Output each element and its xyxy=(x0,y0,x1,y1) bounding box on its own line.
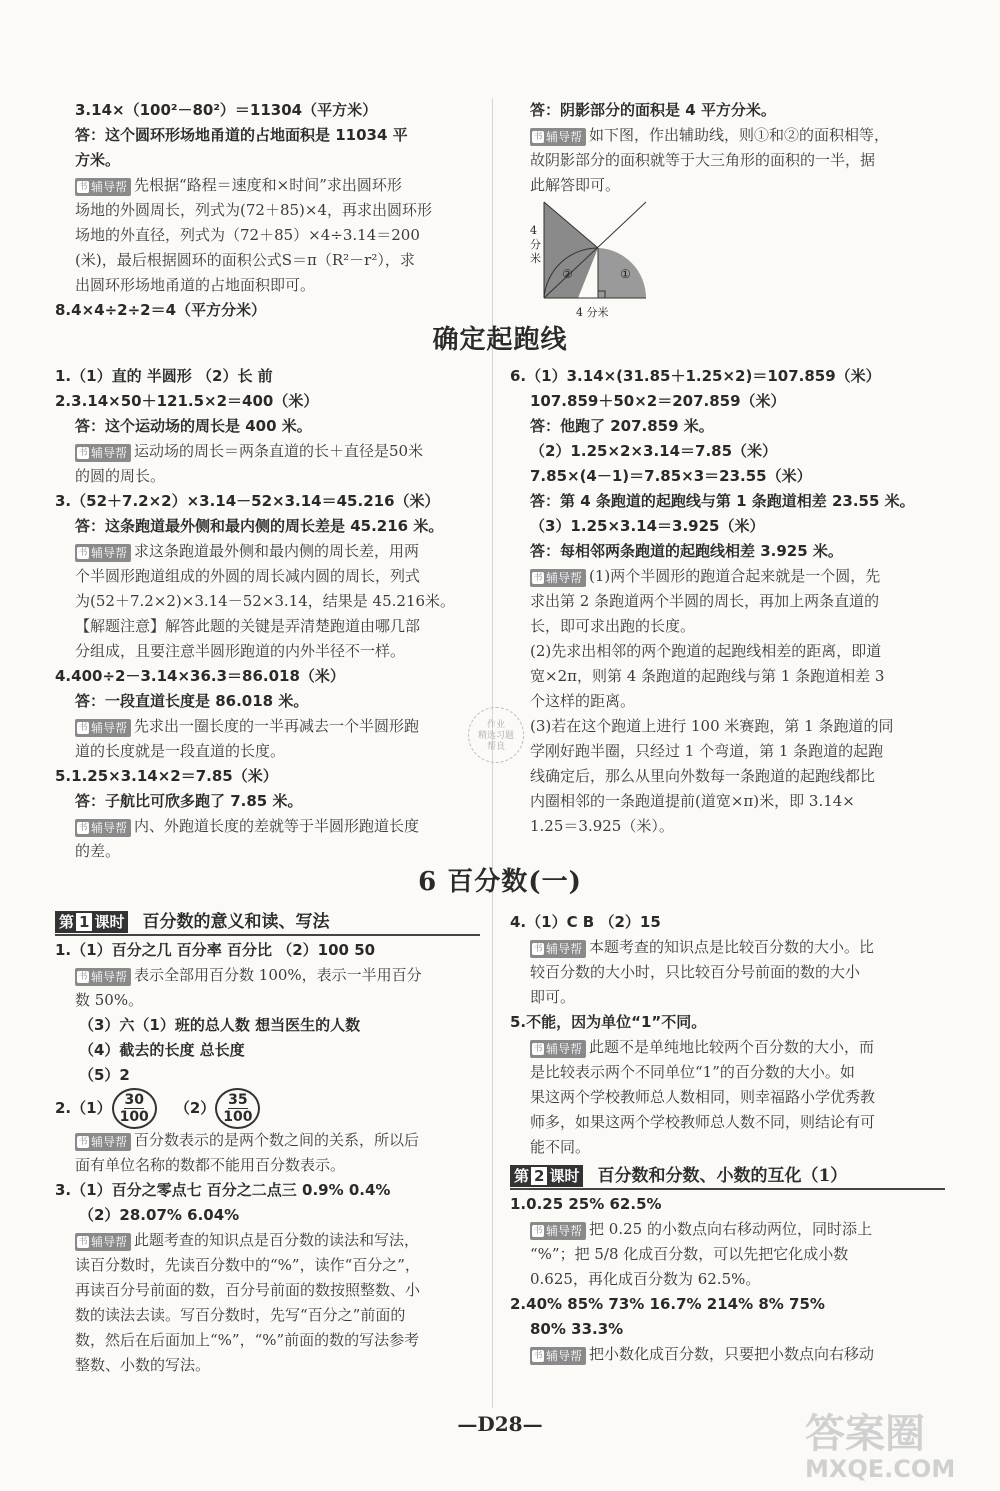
hint-line: 书 辅导帮 表示全部用百分数 100%，表示一半用百分 xyxy=(55,963,480,988)
hint-line: 书 辅导帮 如下图，作出辅助线，则①和②的面积相等， xyxy=(510,123,945,148)
answer-line: 80% 33.3% xyxy=(530,1320,624,1338)
answer-line: （5）2 xyxy=(79,1066,130,1084)
shaded-region xyxy=(544,202,598,298)
text-line: 数 50%。 xyxy=(75,991,144,1009)
answer-line: 2.3.14×50＋121.5×2＝400（米） xyxy=(55,392,319,410)
region-1-label: ① xyxy=(620,267,631,281)
book-icon: 书 xyxy=(533,573,543,583)
answer-line: 答：阴影部分的面积是 4 平方分米。 xyxy=(530,101,776,119)
fraction-30-100: $\frac{30}{100}$ xyxy=(112,1088,157,1129)
hint-line: 书 辅导帮 把 0.25 的小数点向右移动两位，同时添上 xyxy=(510,1217,945,1242)
section1-right-column xyxy=(510,364,945,839)
text-line: 道的长度就是一段直道的长度。 xyxy=(75,742,286,760)
text-line: 此解答即可。 xyxy=(530,176,621,194)
tutor-help-tag: 书 辅导帮 xyxy=(75,544,131,562)
text-line: 是比较表示两个不同单位“1”的百分数的大小。如 xyxy=(530,1063,855,1081)
text-line: 的差。 xyxy=(75,842,121,860)
lesson-1-title: 百分数的意义和读、写法 xyxy=(142,911,330,932)
book-icon: 书 xyxy=(533,1351,543,1361)
answer-line: 答：第 4 条跑道的起跑线与第 1 条跑道相差 23.55 米。 xyxy=(530,492,915,510)
answer-line: （4）截去的长度 总长度 xyxy=(79,1041,245,1059)
watermark-logo: 答案圈 MXQE.COM xyxy=(805,1411,956,1483)
text-line: 场地的外圆周长，列式为(72＋85)×4，再求出圆环形 xyxy=(75,201,432,219)
hint-line: 书 辅导帮 百分数表示的是两个数之间的关系，所以后 xyxy=(55,1128,480,1153)
lesson-1-badge: 第 1 课时 xyxy=(55,911,128,933)
text-line: 能不同。 xyxy=(530,1138,591,1156)
answer-line: （2）1.25×2×3.14＝7.85（米） xyxy=(530,442,778,460)
section2-left-column xyxy=(55,910,480,1378)
section-title-percent: 6 百分数(一) xyxy=(418,867,582,897)
text-line: 长，即可求出跑的长度。 xyxy=(530,617,696,635)
hint-line: 书 辅导帮 先求出一圈长度的一半再减去一个半圆形跑 xyxy=(55,714,480,739)
answer-line: 3.（1）百分之零点七 百分之二点三 0.9% 0.4% xyxy=(55,1181,391,1199)
text-line: 个这样的距离。 xyxy=(530,692,636,710)
text-line: 宽×2π，则第 4 条跑道的起跑线与第 1 条跑道相差 3 xyxy=(530,667,885,685)
question-2-fractions: 2.（1） $\frac{30}{100}$ （2） $\frac{35}{100}$ xyxy=(55,1088,480,1128)
text-line: 再读百分号前面的数，百分号前面的数按照整数、小 xyxy=(75,1281,421,1299)
text-line: 为(52＋7.2×2)×3.14－52×3.14，结果是 45.216米。 xyxy=(75,592,456,610)
tutor-help-tag: 书 辅导帮 xyxy=(75,178,131,196)
text-line: (2)先求出相邻的两个跑道的起跑线相差的距离，即道 xyxy=(530,642,882,660)
tutor-help-tag: 书 辅导帮 xyxy=(75,819,131,837)
answer-line: 答：每相邻两条跑道的起跑线相差 3.925 米。 xyxy=(530,542,843,560)
tutor-help-tag: 书 辅导帮 xyxy=(530,940,586,958)
answer-line: 1.0.25 25% 62.5% xyxy=(510,1195,662,1213)
answer-line: 2.40% 85% 73% 16.7% 214% 8% 75% xyxy=(510,1295,825,1313)
answer-line: 4.（1）C B （2）15 xyxy=(510,913,661,931)
answer-line: 3.（52＋7.2×2）×3.14－52×3.14＝45.216（米） xyxy=(55,492,440,510)
tutor-help-tag: 书 辅导帮 xyxy=(530,569,586,587)
book-icon: 书 xyxy=(78,723,88,733)
text-line: 数的读法去读。写百分数时，先写“百分之”前面的 xyxy=(75,1306,406,1324)
text-line: 即可。 xyxy=(530,988,576,1006)
book-icon: 书 xyxy=(78,972,88,982)
text-line: “%”；把 5/8 化成百分数，可以先把它化成小数 xyxy=(530,1245,849,1263)
fraction-35-100: $\frac{35}{100}$ xyxy=(215,1088,260,1129)
text-line: 0.625，再化成百分数为 62.5%。 xyxy=(530,1270,761,1288)
hint-line: 书 辅导帮 把小数化成百分数，只要把小数点向右移动 xyxy=(510,1342,945,1367)
text-line: 整数、小数的写法。 xyxy=(75,1356,211,1374)
book-icon: 书 xyxy=(78,823,88,833)
section1-left-column xyxy=(55,364,480,864)
tutor-help-tag: 书 辅导帮 xyxy=(530,1040,586,1058)
hint-line: 书 辅导帮 先根据“路程＝速度和×时间”求出圆环形 xyxy=(55,173,480,198)
text-line: 学刚好跑半圈，只经过 1 个弯道，第 1 条跑道的起跑 xyxy=(530,742,884,760)
region-2-label: ② xyxy=(562,267,573,281)
book-icon: 书 xyxy=(78,1237,88,1247)
answer-line: （2）28.07% 6.04% xyxy=(79,1206,240,1224)
book-icon: 书 xyxy=(533,1044,543,1054)
answer-line: 6.（1）3.14×(31.85＋1.25×2)＝107.859（米） xyxy=(510,367,881,385)
book-icon: 书 xyxy=(78,548,88,558)
answer-line: 答：这条跑道最外侧和最内侧的周长差是 45.216 米。 xyxy=(75,517,444,535)
book-icon: 书 xyxy=(78,1137,88,1147)
hint-line: 书 辅导帮 运动场的周长＝两条直道的长＋直径是50米 xyxy=(55,439,480,464)
section2-right-column xyxy=(510,910,945,1367)
bottom-length-label: 4 分米 xyxy=(576,306,609,319)
section-title-start-line: 确定起跑线 xyxy=(432,325,568,355)
tutor-help-tag: 书 辅导帮 xyxy=(75,1133,131,1151)
answer-line: 答：他跑了 207.859 米。 xyxy=(530,417,714,435)
tutor-help-tag: 书 辅导帮 xyxy=(75,719,131,737)
book-icon: 书 xyxy=(533,132,543,142)
text-line: (米)，最后根据圆环的面积公式S＝π（R²－r²），求 xyxy=(75,251,415,269)
side-label-3: 米 xyxy=(530,252,541,265)
text-line: 线确定后，那么从里向外数每一条跑道的起跑线都比 xyxy=(530,767,876,785)
text-line: 的圆的周长。 xyxy=(75,467,166,485)
tutor-help-tag: 书 辅导帮 xyxy=(530,1222,586,1240)
book-icon: 书 xyxy=(533,944,543,954)
text-line: 较百分数的大小时，只比较百分号前面的数的大小 xyxy=(530,963,861,981)
answer-line: 方米。 xyxy=(75,151,121,169)
tutor-help-tag: 书 辅导帮 xyxy=(75,1233,131,1251)
tutor-help-tag: 书 辅导帮 xyxy=(530,1347,586,1365)
lesson-2-title: 百分数和分数、小数的互化（1） xyxy=(597,1165,848,1186)
answer-line: 7.85×(4－1)＝7.85×3＝23.55（米） xyxy=(530,467,812,485)
text-line: 读百分数时，先读百分数中的“%”，读作“百分之”， xyxy=(75,1256,420,1274)
hint-line: 书 辅导帮 (1)两个半圆形的跑道合起来就是一个圆，先 xyxy=(510,564,945,589)
answer-line: 答：子航比可欣多跑了 7.85 米。 xyxy=(75,792,303,810)
hint-line: 书 辅导帮 此题不是单纯地比较两个百分数的大小，而 xyxy=(510,1035,945,1060)
answer-line: 4.400÷2－3.14×36.3＝86.018（米） xyxy=(55,667,345,685)
text-line: 个半圆形跑道组成的外圆的周长减内圆的周长，列式 xyxy=(75,567,421,585)
text-line: 【解题注意】解答此题的关键是弄清楚跑道由哪几部 xyxy=(75,617,421,635)
stamp-logo: 作业 精选习题 帮良 xyxy=(468,707,524,763)
lesson-2-badge: 第 2 课时 xyxy=(510,1165,583,1187)
text-line: 面有单位名称的数都不能用百分数表示。 xyxy=(75,1156,346,1174)
answer-line: 答：这个运动场的周长是 400 米。 xyxy=(75,417,312,435)
triangle-figure xyxy=(528,198,658,323)
text-line: 分组成，且要注意半圆形跑道的内外半径不一样。 xyxy=(75,642,406,660)
answer-line: 答：一段直道长度是 86.018 米。 xyxy=(75,692,309,710)
text-line: 场地的外直径，列式为（72＋85）×4÷3.14＝200 xyxy=(75,226,420,244)
answer-line: 答：这个圆环形场地甬道的占地面积是 11034 平 xyxy=(75,126,408,144)
tutor-help-tag: 书 辅导帮 xyxy=(530,128,586,146)
text-line: 内圈相邻的一条跑道提前(道宽×π)米，即 3.14× xyxy=(530,792,855,810)
answer-line: 5.1.25×3.14×2＝7.85（米） xyxy=(55,767,278,785)
answer-line: 5.不能，因为单位“1”不同。 xyxy=(510,1013,707,1031)
answer-line: 1.（1）百分之几 百分率 百分比 （2）100 50 xyxy=(55,941,376,959)
text-line: 出圆环形场地甬道的占地面积即可。 xyxy=(75,276,316,294)
tutor-help-tag: 书 辅导帮 xyxy=(75,968,131,986)
answer-line: 1.（1）直的 半圆形 （2）长 前 xyxy=(55,367,273,385)
page-number: —D28— xyxy=(457,1412,543,1436)
answer-line: （3）1.25×3.14＝3.925（米） xyxy=(530,517,765,535)
hint-line: 书 辅导帮 此题考查的知识点是百分数的读法和写法， xyxy=(55,1228,480,1253)
top-left-column xyxy=(55,98,480,323)
top-right-column xyxy=(510,98,945,198)
answer-line: （3）六（1）班的总人数 想当医生的人数 xyxy=(79,1016,361,1034)
text-line: 求出第 2 条跑道两个半圆的周长，再加上两条直道的 xyxy=(530,592,880,610)
lesson-1-header xyxy=(55,910,480,936)
hint-line: 书 辅导帮 内、外跑道长度的差就等于半圆形跑道长度 xyxy=(55,814,480,839)
tutor-help-tag: 书 辅导帮 xyxy=(75,444,131,462)
text-line: 师多，如果这两个学校教师总人数不同，则结论有可 xyxy=(530,1113,876,1131)
hint-line: 书 辅导帮 求这条跑道最外侧和最内侧的周长差，用两 xyxy=(55,539,480,564)
side-label-1: 4 xyxy=(530,224,537,237)
text-line: 故阴影部分的面积就等于大三角形的面积的一半，据 xyxy=(530,151,876,169)
text-line: 1.25＝3.925（米）。 xyxy=(530,817,674,835)
text-line: 数，然后在后面加上“%”，“%”前面的数的写法参考 xyxy=(75,1331,420,1349)
side-label-2: 分 xyxy=(530,238,541,251)
text-line: 果这两个学校教师总人数相同，则幸福路小学优秀教 xyxy=(530,1088,876,1106)
book-icon: 书 xyxy=(533,1226,543,1236)
book-icon: 书 xyxy=(78,448,88,458)
answer-line: 8.4×4÷2÷2＝4（平方分米） xyxy=(55,301,267,319)
answer-line: 107.859＋50×2＝207.859（米） xyxy=(530,392,786,410)
hint-line: 书 辅导帮 本题考查的知识点是比较百分数的大小。比 xyxy=(510,935,945,960)
lesson-2-header xyxy=(510,1164,945,1190)
book-icon: 书 xyxy=(78,182,88,192)
text-line: (3)若在这个跑道上进行 100 米赛跑，第 1 条跑道的同 xyxy=(530,717,894,735)
answer-line: 3.14×（100²－80²）＝11304（平方米） xyxy=(75,101,378,119)
